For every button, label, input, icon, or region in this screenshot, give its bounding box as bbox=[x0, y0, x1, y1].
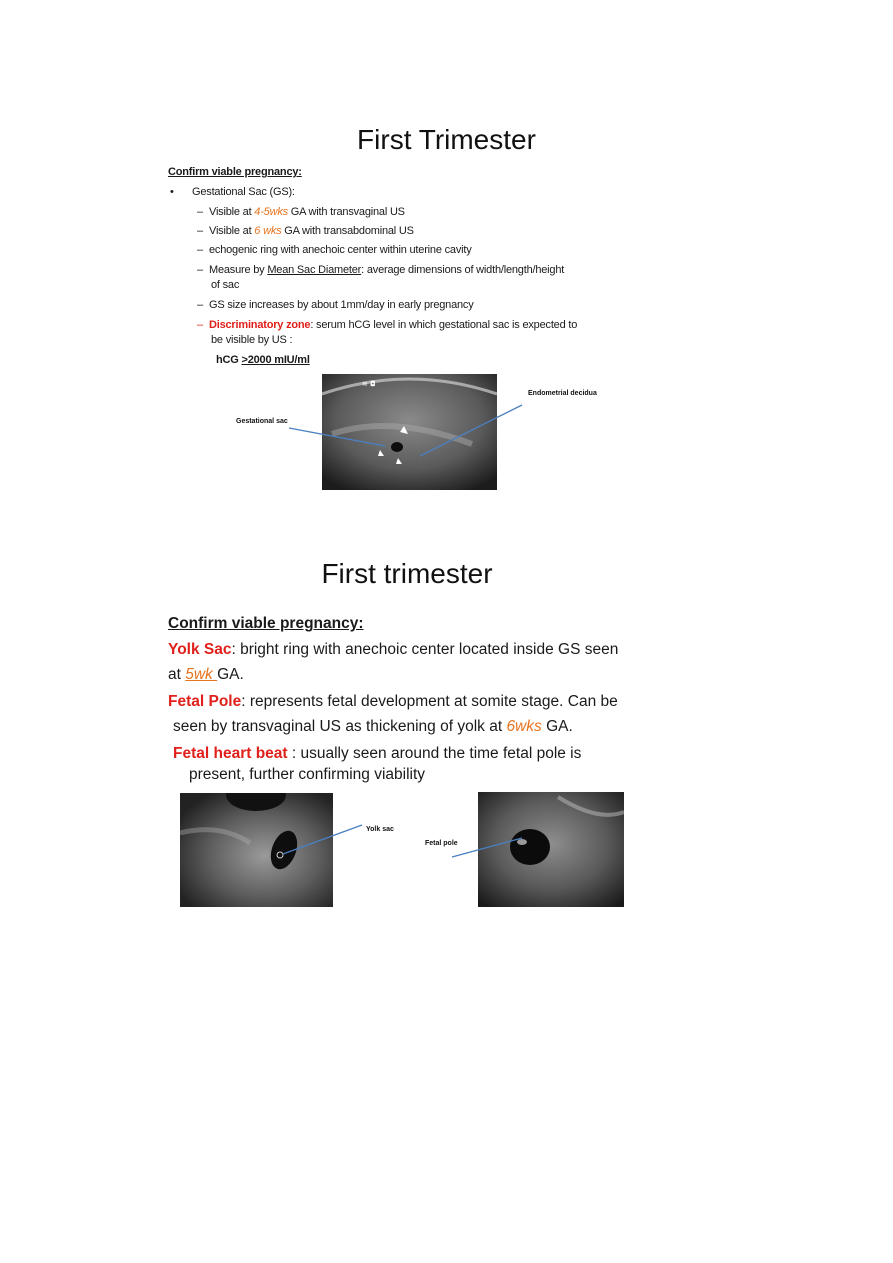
bullet-gs: • bbox=[170, 186, 174, 198]
heart-beat-line-continued: present, further confirming viability bbox=[189, 766, 426, 783]
list-item-continued: of sac bbox=[211, 279, 240, 291]
slide1-heading: Confirm viable pregnancy: bbox=[168, 166, 302, 178]
fetal-pole-line: Fetal Pole: represents fetal development at somite stage. Can be bbox=[168, 693, 618, 710]
hcg-threshold: hCG >2000 mIU/ml bbox=[216, 354, 310, 366]
list-item: – Visible at 4-5wks GA with transvaginal US bbox=[197, 206, 405, 218]
slide2-heading: Confirm viable pregnancy: bbox=[168, 615, 364, 632]
list-item: – echogenic ring with anechoic center within uterine cavity bbox=[197, 244, 472, 256]
slide2-annotation-lines bbox=[0, 780, 893, 920]
list-item: – GS size increases by about 1mm/day in early pregnancy bbox=[197, 299, 474, 311]
list-item: – Measure by Mean Sac Diameter: average dimensions of width/length/height bbox=[197, 264, 565, 276]
label-yolk-sac: Yolk sac bbox=[366, 826, 394, 833]
list-item-continued: be visible by US : bbox=[211, 334, 293, 346]
list-item: – Visible at 6 wks GA with transabdominal US bbox=[197, 225, 414, 237]
gs-label: Gestational Sac (GS): bbox=[192, 186, 295, 198]
label-fetal-pole: Fetal pole bbox=[425, 840, 458, 847]
heart-beat-line: Fetal heart beat : usually seen around the time fetal pole is bbox=[173, 745, 582, 762]
slide2-title: First trimester bbox=[321, 558, 493, 589]
label-endometrial-decidua: Endometrial decidua bbox=[528, 390, 597, 397]
slide1-title: First Trimester bbox=[357, 124, 536, 155]
slide1-annotation-lines bbox=[0, 0, 893, 600]
yolk-sac-line: Yolk Sac: bright ring with anechoic center located inside GS seen bbox=[168, 641, 619, 658]
list-item: – Discriminatory zone: serum hCG level in which gestational sac is expected to bbox=[197, 319, 578, 331]
label-gestational-sac: Gestational sac bbox=[236, 418, 288, 425]
fetal-pole-line-continued: seen by transvaginal US as thickening of yolk at 6wks GA. bbox=[173, 718, 573, 735]
yolk-sac-line-continued: at 5wk GA. bbox=[168, 666, 244, 683]
svg-text:≋ ◘: ≋ ◘ bbox=[362, 380, 376, 388]
